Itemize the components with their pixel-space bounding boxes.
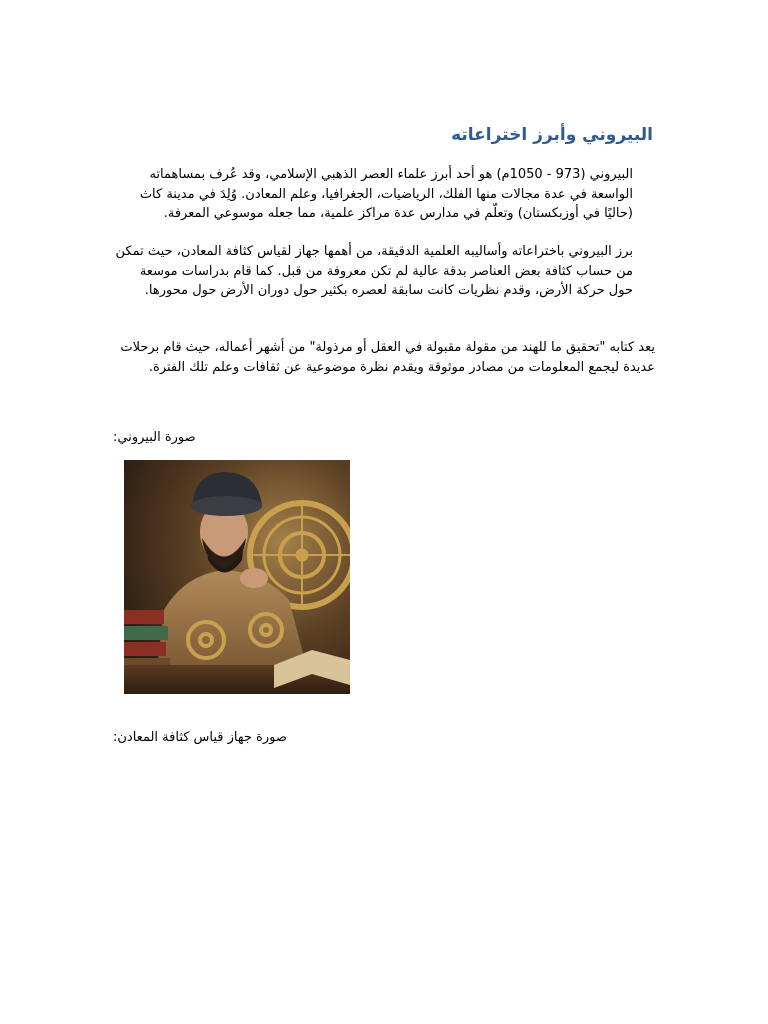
caption-device-image: صورة جهاز قياس كثافة المعادن:	[113, 730, 287, 745]
caption-biruni-image: صورة البيروني:	[113, 430, 196, 445]
document-title	[113, 122, 653, 148]
document-title-text: البيروني وأبرز اختراعاته	[451, 125, 653, 145]
paragraph-intro: البيروني (973 - 1050م) هو أحد أبرز علماء العصر الذهبي الإسلامي، وقد عُرف بمساهماته الواسعة في عدة مجالات منها الفلك، الرياضيات، الجغرافيا، وعلم المعادن. وُلِدَ في مدينة كاث (حاليًا في أوزبكستان) وتعلّم في مدارس عدة مراكز علمية، مما جعله موسوعي المعرفة.	[139, 167, 633, 221]
paragraph-book: يعد كتابه "تحقيق ما للهند من مقولة مقبولة في العقل أو مرذولة" من أشهر أعماله، حيث قام برحلات عديدة ليجمع المعلومات من مصادر موثوقة ويقدم نظرة موضوعية عن ثقافات وعلم تلك الفترة.	[120, 340, 655, 375]
biruni-portrait-image	[124, 460, 350, 694]
paragraph-inventions: برز البيروني باختراعاته وأساليبه العلمية الدقيقة، من أهمها جهاز لقياس كثافة المعادن، حيث تمكن من حساب كثافة بعض العناصر بدقة عالية لم تكن معروفة من قبل. كما قام بدراسات موسعة حول حركة الأرض، وقدم نظريات كانت سابقة لعصره بكثير حول دوران الأرض حول محورها.	[115, 244, 633, 298]
